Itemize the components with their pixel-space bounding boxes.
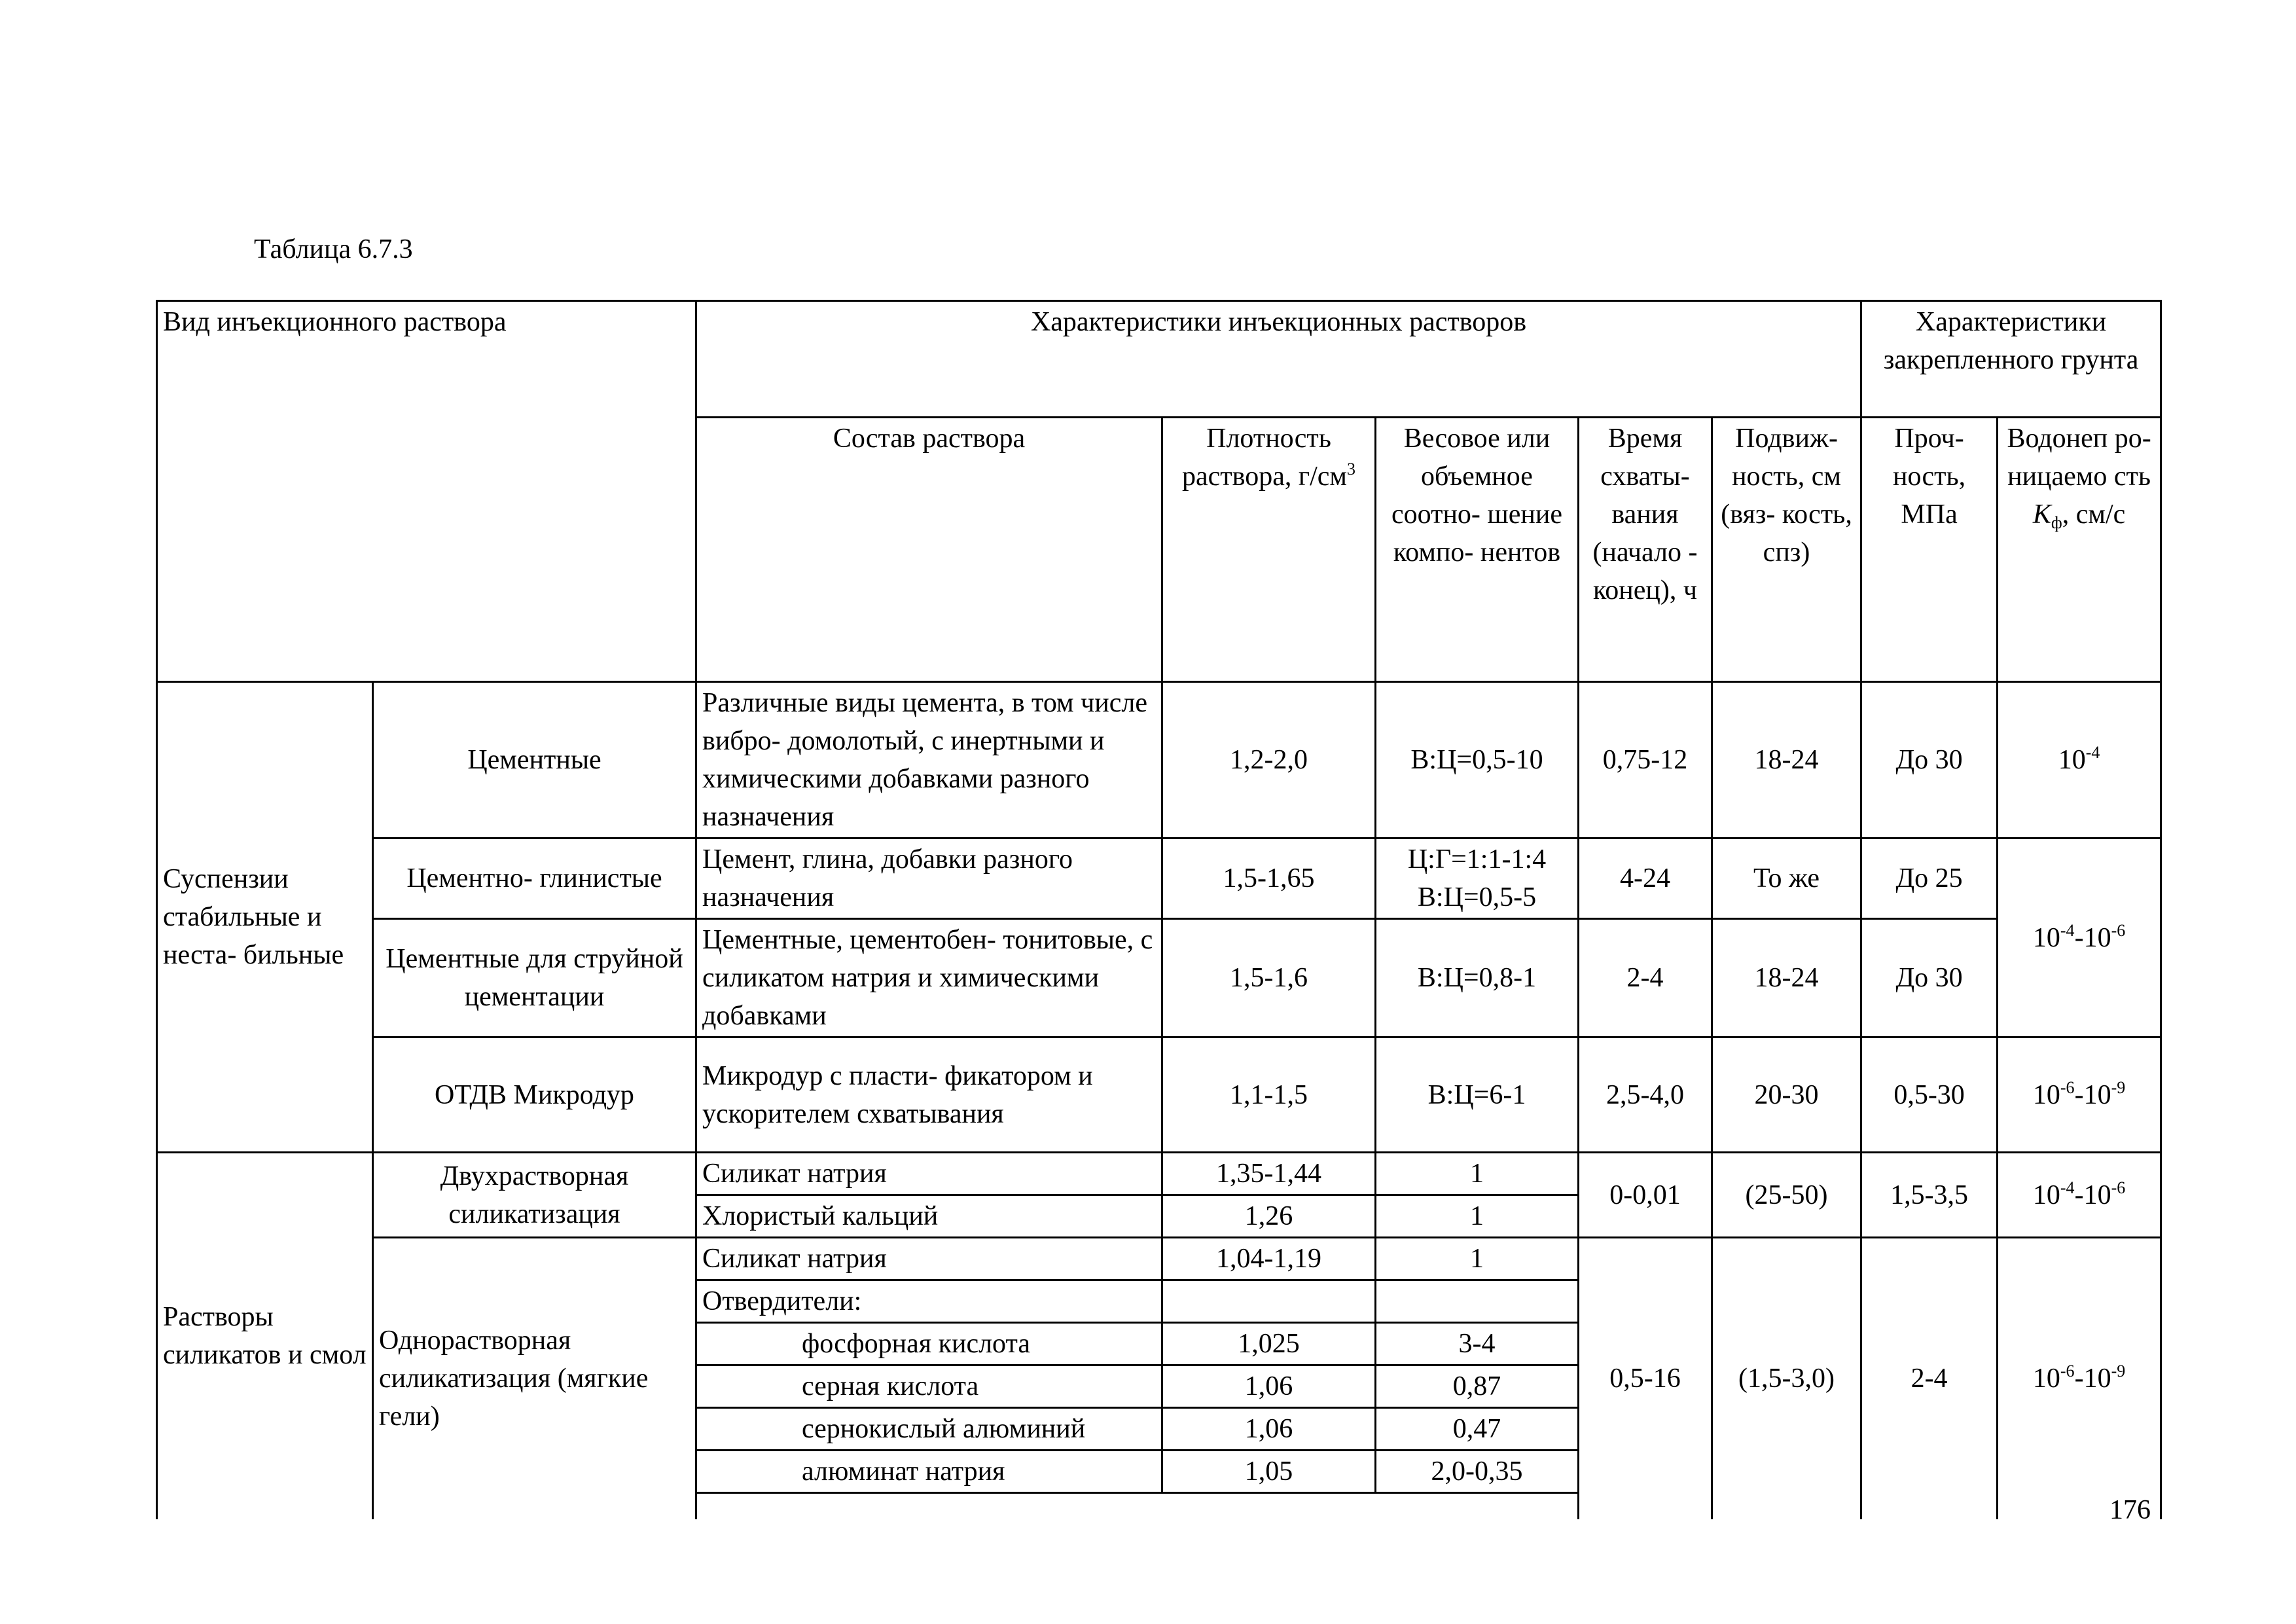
perm-exponent: -4 [2060, 920, 2075, 940]
type-cell: Цементные [373, 682, 696, 839]
hardener-name: серная кислота [696, 1365, 1162, 1408]
page-number: 176 [2109, 1495, 2151, 1525]
density-cell: 1,05 [1162, 1451, 1376, 1493]
ratio-cell: 0,47 [1376, 1408, 1579, 1451]
ratio-line: В:Ц=0,5-5 [1417, 882, 1537, 912]
density-cell: 1,04-1,19 [1162, 1238, 1376, 1280]
perm-base: 10 [2032, 922, 2060, 953]
strength-cell: До 25 [1861, 839, 1998, 919]
permeability-cell [1998, 682, 2161, 839]
type-cell: Цементно- глинистые [373, 839, 696, 919]
mobility-cell: 18-24 [1712, 919, 1861, 1038]
header-density-exponent: 3 [1346, 460, 1355, 478]
composition-cell: Микродур с пласти- фикатором и ускорителем схватывания [696, 1038, 1162, 1153]
time-cell: 0,5-16 [1579, 1238, 1712, 1519]
perm-base: 10 [2083, 1180, 2111, 1210]
header-permeability-symbol: K [2032, 499, 2051, 530]
composition-cell: Различные виды цемента, в том числе вибро- домолотый, с инертными и химическими добавками разного назначения [696, 682, 1162, 839]
table-row [157, 682, 2161, 839]
header-strength: Проч- ность, МПа [1861, 418, 1998, 682]
perm-base: 10 [2058, 745, 2086, 775]
header-permeability-text: Водонеп ро- ницаемо сть [2007, 424, 2151, 492]
perm-base: 10 [2032, 1180, 2060, 1210]
perm-base: 10 [2032, 1363, 2060, 1394]
perm-base: 10 [2083, 1079, 2111, 1110]
perm-separator: - [2074, 922, 2084, 953]
type-cell: Двухрастворная силикатизация [373, 1153, 696, 1238]
type-cell: Однорастворная силикатизация (мягкие гели) [373, 1238, 696, 1519]
header-composition: Состав раствора [696, 418, 1162, 682]
permeability-cell [1998, 1153, 2161, 1238]
hardener-name: сернокислый алюминий [696, 1408, 1162, 1451]
strength-cell: До 30 [1861, 682, 1998, 839]
mobility-cell: То же [1712, 839, 1861, 919]
strength-cell: До 30 [1861, 919, 1998, 1038]
header-soil-characteristics: Характеристики закрепленного грунта [1861, 301, 2161, 418]
header-permeability [1998, 418, 2161, 682]
table-row [157, 839, 2161, 919]
continuation-cell [1376, 1493, 1579, 1519]
density-cell: 1,5-1,6 [1162, 919, 1376, 1038]
hardener-name: фосфорная кислота [696, 1323, 1162, 1365]
header-kind: Вид инъекционного раствора [157, 301, 696, 682]
header-mobility: Подвиж- ность, см (вяз- кость, спз) [1712, 418, 1861, 682]
ratio-cell: 1 [1376, 1195, 1579, 1238]
table-caption: Таблица 6.7.3 [254, 234, 413, 264]
ratio-cell: 3-4 [1376, 1323, 1579, 1365]
continuation-cell [696, 1493, 1162, 1519]
mobility-cell: 18-24 [1712, 682, 1861, 839]
ratio-cell: В:Ц=0,5-10 [1376, 682, 1579, 839]
header-setting-time: Время схваты- вания (начало - конец), ч [1579, 418, 1712, 682]
header-permeability-subscript: ф [2051, 513, 2062, 532]
ratio-cell [1376, 839, 1579, 919]
table-row [157, 919, 2161, 1038]
strength-cell: 1,5-3,5 [1861, 1153, 1998, 1238]
perm-exponent: -6 [2060, 1077, 2075, 1097]
mobility-cell: 20-30 [1712, 1038, 1861, 1153]
permeability-cell [1998, 1238, 2161, 1519]
composition-cell: Хлористый кальций [696, 1195, 1162, 1238]
table-container [156, 300, 2160, 1487]
time-cell: 0,75-12 [1579, 682, 1712, 839]
ratio-cell: 1 [1376, 1153, 1579, 1195]
density-cell: 1,06 [1162, 1365, 1376, 1408]
continuation-cell [1162, 1493, 1376, 1519]
ratio-cell: 2,0-0,35 [1376, 1451, 1579, 1493]
perm-exponent: -4 [2085, 743, 2100, 762]
hardeners-label: Отвердители: [696, 1280, 1162, 1323]
strength-cell: 0,5-30 [1861, 1038, 1998, 1153]
density-cell: 1,025 [1162, 1323, 1376, 1365]
perm-separator: - [2074, 1363, 2084, 1394]
ratio-line: Ц:Г=1:1-1:4 [1407, 844, 1547, 875]
perm-exponent: -6 [2060, 1362, 2075, 1381]
ratio-cell: В:Ц=0,8-1 [1376, 919, 1579, 1038]
type-cell: Цементные для струйной цементации [373, 919, 696, 1038]
group-silicates: Растворы силикатов и смол [157, 1153, 373, 1519]
time-cell: 4-24 [1579, 839, 1712, 919]
density-cell: 1,1-1,5 [1162, 1038, 1376, 1153]
density-cell: 1,5-1,65 [1162, 839, 1376, 919]
perm-separator: - [2074, 1180, 2084, 1210]
hardener-name: алюминат натрия [696, 1451, 1162, 1493]
header-permeability-unit: , см/с [2062, 499, 2126, 530]
permeability-cell [1998, 839, 2161, 1038]
perm-base: 10 [2032, 1079, 2060, 1110]
density-cell: 1,2-2,0 [1162, 682, 1376, 839]
table-row [157, 1153, 2161, 1195]
ratio-cell: 1 [1376, 1238, 1579, 1280]
time-cell: 0-0,01 [1579, 1153, 1712, 1238]
composition-cell: Цементные, цементобен- тонитовые, с силикатом натрия и химическими добавками [696, 919, 1162, 1038]
mobility-cell: (1,5-3,0) [1712, 1238, 1861, 1519]
density-cell: 1,06 [1162, 1408, 1376, 1451]
header-density-text: Плотность раствора, г/см [1182, 424, 1347, 492]
group-suspensions: Суспензии стабильные и неста- бильные [157, 682, 373, 1153]
header-row [157, 301, 2161, 418]
density-cell: 1,35-1,44 [1162, 1153, 1376, 1195]
table-row [157, 1038, 2161, 1153]
mobility-cell: (25-50) [1712, 1153, 1861, 1238]
table-row [157, 1238, 2161, 1280]
perm-exponent: -9 [2111, 1077, 2126, 1097]
density-cell: 1,26 [1162, 1195, 1376, 1238]
injection-solutions-table [156, 300, 2162, 1519]
header-ratio: Весовое или объемное соотно- шение компо- нентов [1376, 418, 1579, 682]
perm-exponent: -4 [2060, 1178, 2075, 1197]
header-density [1162, 418, 1376, 682]
ratio-cell: 0,87 [1376, 1365, 1579, 1408]
composition-cell: Цемент, глина, добавки разного назначения [696, 839, 1162, 919]
perm-exponent: -6 [2111, 1178, 2126, 1197]
perm-separator: - [2074, 1079, 2084, 1110]
time-cell: 2-4 [1579, 919, 1712, 1038]
header-solution-characteristics: Характеристики инъекционных растворов [696, 301, 1861, 418]
perm-exponent: -9 [2111, 1362, 2126, 1381]
perm-base: 10 [2083, 1363, 2111, 1394]
composition-cell: Силикат натрия [696, 1238, 1162, 1280]
perm-exponent: -6 [2111, 920, 2126, 940]
time-cell: 2,5-4,0 [1579, 1038, 1712, 1153]
composition-cell: Силикат натрия [696, 1153, 1162, 1195]
type-cell: ОТДВ Микродур [373, 1038, 696, 1153]
strength-cell: 2-4 [1861, 1238, 1998, 1519]
ratio-cell: В:Ц=6-1 [1376, 1038, 1579, 1153]
perm-base: 10 [2083, 922, 2111, 953]
permeability-cell [1998, 1038, 2161, 1153]
ratio-cell [1376, 1280, 1579, 1323]
density-cell [1162, 1280, 1376, 1323]
